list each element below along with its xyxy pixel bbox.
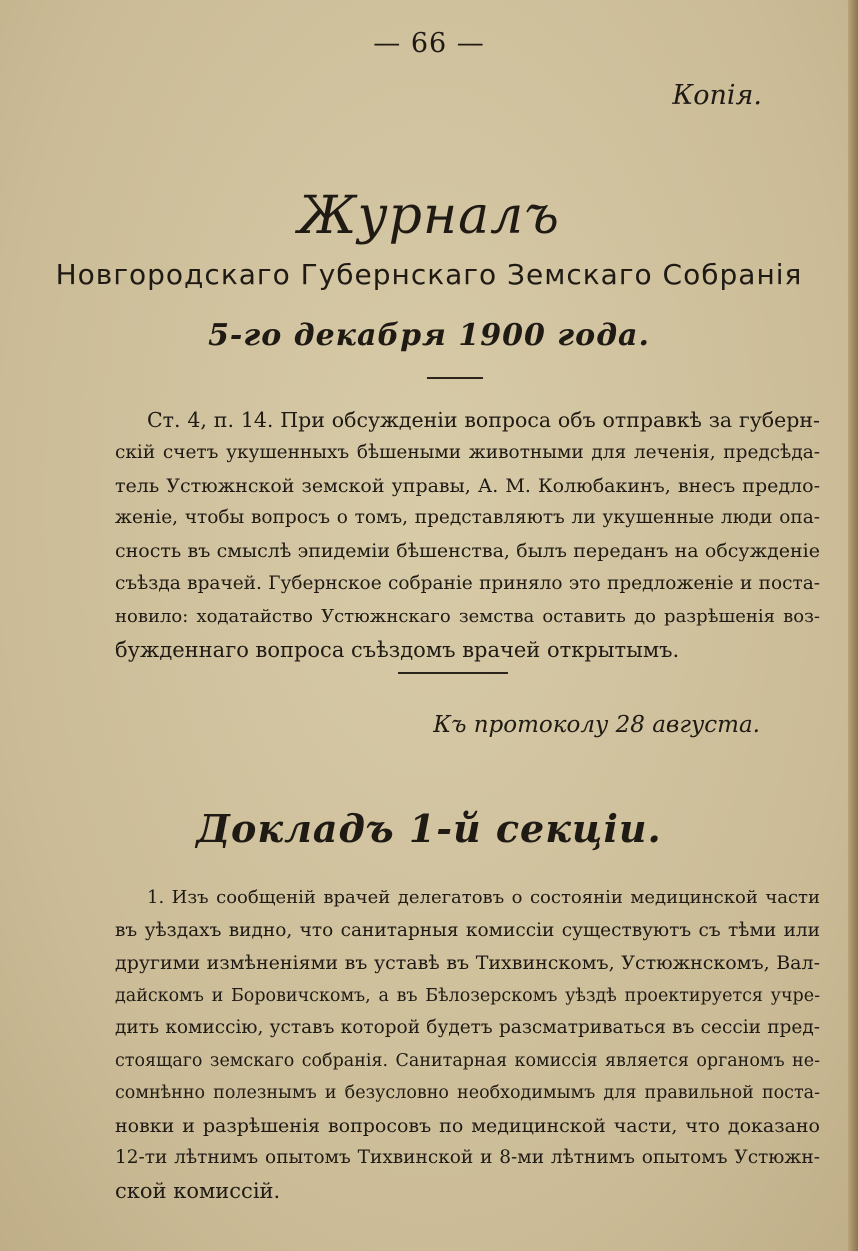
- text-line: сность въ смыслѣ эпидеміи бѣшенства, былъ переданъ на обсужденіе: [115, 540, 820, 563]
- report-title: Докладъ 1-й секціи.: [196, 806, 662, 851]
- copy-mark: Копія.: [672, 80, 762, 111]
- divider-rule: [398, 672, 508, 674]
- text-line: бужденнаго вопроса съѣздомъ врачей открытымъ.: [115, 637, 680, 662]
- text-line: дайскомъ и Боровичскомъ, а въ Бѣлозерскомъ уѣздѣ проектируется учре-: [115, 985, 820, 1006]
- text-line: тель Устюжнской земской управы, А. М. Колюбакинъ, внесъ предло-: [115, 474, 820, 497]
- paragraph-report-1: [115, 882, 820, 1207]
- text-line: скій счетъ укушенныхъ бѣшеными животными для леченія, предсѣда-: [115, 441, 820, 463]
- protocol-note: Къ протоколу 28 августа.: [433, 712, 760, 738]
- text-line: Ст. 4, п. 14. При обсужденіи вопроса объ отправкѣ за губерн-: [147, 408, 820, 432]
- text-line: 1. Изъ сообщеній врачей делегатовъ о состояніи медицинской части: [147, 887, 820, 908]
- divider-rule: [427, 377, 483, 379]
- text-line: новило: ходатайство Устюжнскаго земства оставить до разрѣшенія воз-: [115, 605, 820, 627]
- text-line: 12-ти лѣтнимъ опытомъ Тихвинской и 8-ми лѣтнимъ опытомъ Устюжн-: [115, 1147, 820, 1168]
- text-line: новки и разрѣшенія вопросовъ по медицинской части, что доказано: [115, 1114, 820, 1137]
- page-number: — 66 —: [373, 28, 485, 59]
- text-line: ской комиссій.: [115, 1178, 281, 1203]
- text-line: въ уѣздахъ видно, что санитарныя комиссіи существуютъ съ тѣми или: [115, 919, 820, 941]
- text-line: другими измѣненіями въ уставѣ въ Тихвинскомъ, Устюжнскомъ, Вал-: [115, 952, 820, 974]
- text-line: стоящаго земскаго собранія. Санитарная комиссія является органомъ не-: [115, 1050, 820, 1071]
- text-line: женіе, чтобы вопросъ о томъ, представляютъ ли укушенные люди опа-: [115, 507, 820, 529]
- text-line: съѣзда врачей. Губернское собраніе приняло это предложеніе и поста-: [115, 572, 820, 594]
- text-line: дить комиссію, уставъ которой будетъ разсматриваться въ сессіи пред-: [115, 1017, 820, 1038]
- paragraph-article-4: [115, 404, 820, 666]
- date-title: 5-го декабря 1900 года.: [208, 318, 650, 353]
- text-line: сомнѣнно полезнымъ и безусловно необходимымъ для правильной поста-: [115, 1083, 820, 1103]
- journal-title: Журналъ: [298, 186, 560, 246]
- assembly-title: Новгородскаго Губернскаго Земскаго Собранія: [55, 258, 803, 291]
